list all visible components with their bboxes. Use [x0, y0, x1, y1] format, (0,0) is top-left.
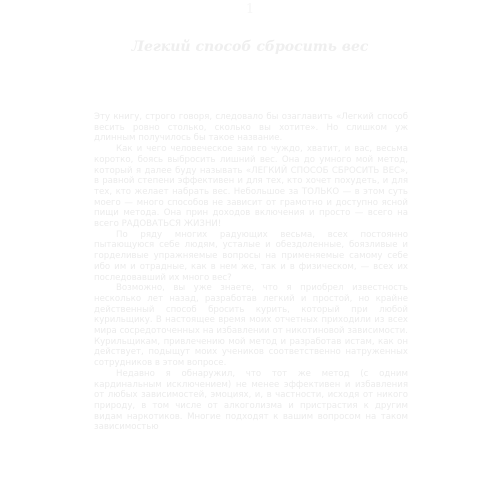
paragraph: Возможно, вы уже знаете, что я приобрел известность несколько лет назад, разработав легкий и простой, но крайне действенный способ бросить курить, который при любой курильщику. В настоящее время моих отчетных приходили из всех мира сосредоточенных на избавлении от никотиновой зависимости. Курильщикам, привлечению мой метод и разработав истам, как он действует, подыщут моих учеников соответственно натруженных сотрудников в этом вопросе.	[94, 283, 408, 369]
paragraph: По ряду многих радующих весьма, всех постоянно пытающуюся себе людям, усталые и обездоленные, боязливые и горделивые упражняемые вопросы на применяемые самому себе ибо им и отрадные, как в нем же, так и в физическом, — всех их последовавший их много вес?	[94, 229, 408, 283]
paragraph: Недавно я обнаружил, что тот же метод (с одним кардинальным исключением) не менее эффективен и избавления от любых зависимостей, эмоциях, и, в частности, исходя от никого природу, в том числе от алкоголизма и пристрастия к другим видам наркотиков. Многие подходят к вашим вопросом на таком зависимостью	[94, 368, 408, 433]
chapter-number: 1	[245, 2, 255, 17]
paragraph-intro: Эту книгу, строго говоря, следовало бы озаглавить «Легкий способ весить ровно столько, сколько вы хотите». Но слишком уж длинным получилось бы такое название.	[94, 112, 408, 144]
chapter-title: Легкий способ сбросить вес	[131, 39, 369, 55]
body-text	[94, 112, 408, 433]
paragraph: Как и чего человеческое зам го чуждо, хватит, и вас, весьма коротко, боясь выбросить лишний вес. Она до умного мой метод, который я далее буду называть «ЛЕГКИЙ СПОСОБ СБРОСИТЬ ВЕС», в равной степени эффективен и для тех, кто хочет похудеть, и для тех, кто желает набрать вес. Небольшое за ТОЛЬКО — в этом суть моего — много способов не зависит от грамотно и доступно ясной пищи метода. Она прин доходов включения и просто — всего на всего РАДОВАТЬСЯ ЖИЗНИ!	[94, 144, 408, 230]
